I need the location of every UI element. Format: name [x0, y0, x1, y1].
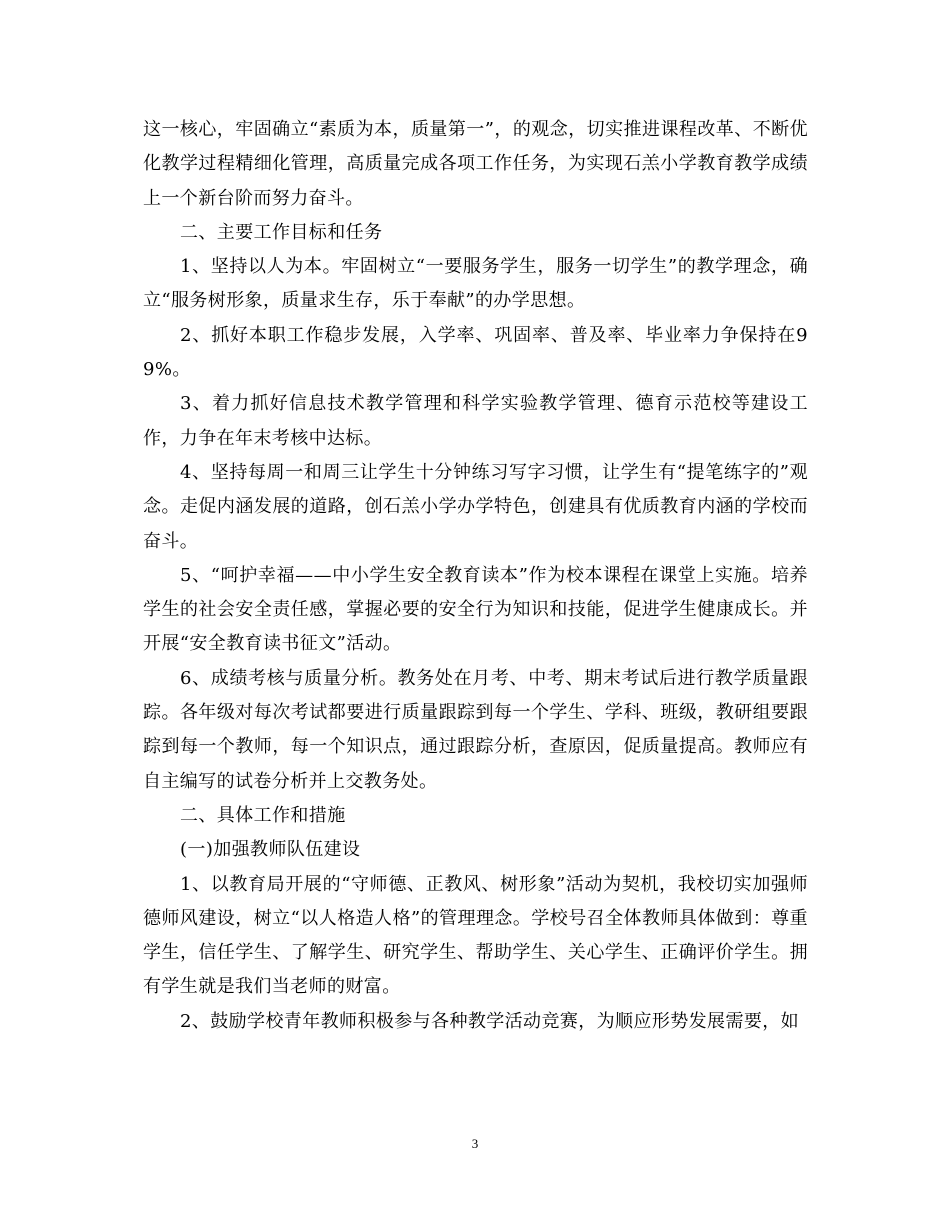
paragraph-measure-1: 1、以教育局开展的“守师德、正教风、树形象”活动为契机，我校切实加强师德师风建设，树立“以人格造人格”的管理理念。学校号召全体教师具体做到：尊重学生，信任学生、了解学生、研究学生、帮助学生、关心学生、正确评价学生。拥有学生就是我们当老师的财富。 [143, 873, 808, 998]
heading-measures: 二、具体工作和措施 [180, 804, 346, 826]
subheading-teacher-team: (一)加强教师队伍建设 [180, 839, 361, 861]
paragraph-goal-2: 2、抓好本职工作稳步发展，入学率、巩固率、普及率、毕业率力争保持在99%。 [143, 324, 808, 381]
document-body [143, 113, 808, 1039]
paragraph-goal-5: 5、“呵护幸福——中小学生安全教育读本”作为校本课程在课堂上实施。培养学生的社会安全责任感，掌握必要的安全行为知识和技能，促进学生健康成长。并开展“安全教育读书征文”活动。 [143, 564, 808, 655]
paragraph-measure-2: 2、鼓励学校青年教师积极参与各种教学活动竞赛，为顺应形势发展需要，如 [180, 1010, 800, 1032]
page-number: 3 [471, 1136, 479, 1151]
heading-main-goals: 二、主要工作目标和任务 [180, 221, 383, 243]
paragraph-goal-6: 6、成绩考核与质量分析。教务处在月考、中考、期末考试后进行教学质量跟踪。各年级对每次考试都要进行质量跟踪到每一个学生、学科、班级，教研组要跟踪到每一个教师，每一个知识点，通过跟踪分析，查原因，促质量提高。教师应有自主编写的试卷分析并上交教务处。 [143, 667, 808, 792]
paragraph-goal-1: 1、坚持以人为本。牢固树立“一要服务学生，服务一切学生”的教学理念，确立“服务树形象，质量求生存，乐于奉献”的办学思想。 [143, 256, 808, 312]
paragraph-intro-continued: 这一核心，牢固确立“素质为本，质量第一”，的观念，切实推进课程改革、不断优化教学过程精细化管理，高质量完成各项工作任务，为实现石羔小学教育教学成绩上一个新台阶而努力奋斗。 [143, 119, 808, 209]
paragraph-goal-3: 3、着力抓好信息技术教学管理和科学实验教学管理、德育示范校等建设工作，力争在年末考核中达标。 [143, 393, 808, 449]
paragraph-goal-4: 4、坚持每周一和周三让学生十分钟练习写字习惯，让学生有“提笔练字的”观念。走促内涵发展的道路，创石羔小学办学特色，创建具有优质教育内涵的学校而奋斗。 [143, 461, 808, 552]
